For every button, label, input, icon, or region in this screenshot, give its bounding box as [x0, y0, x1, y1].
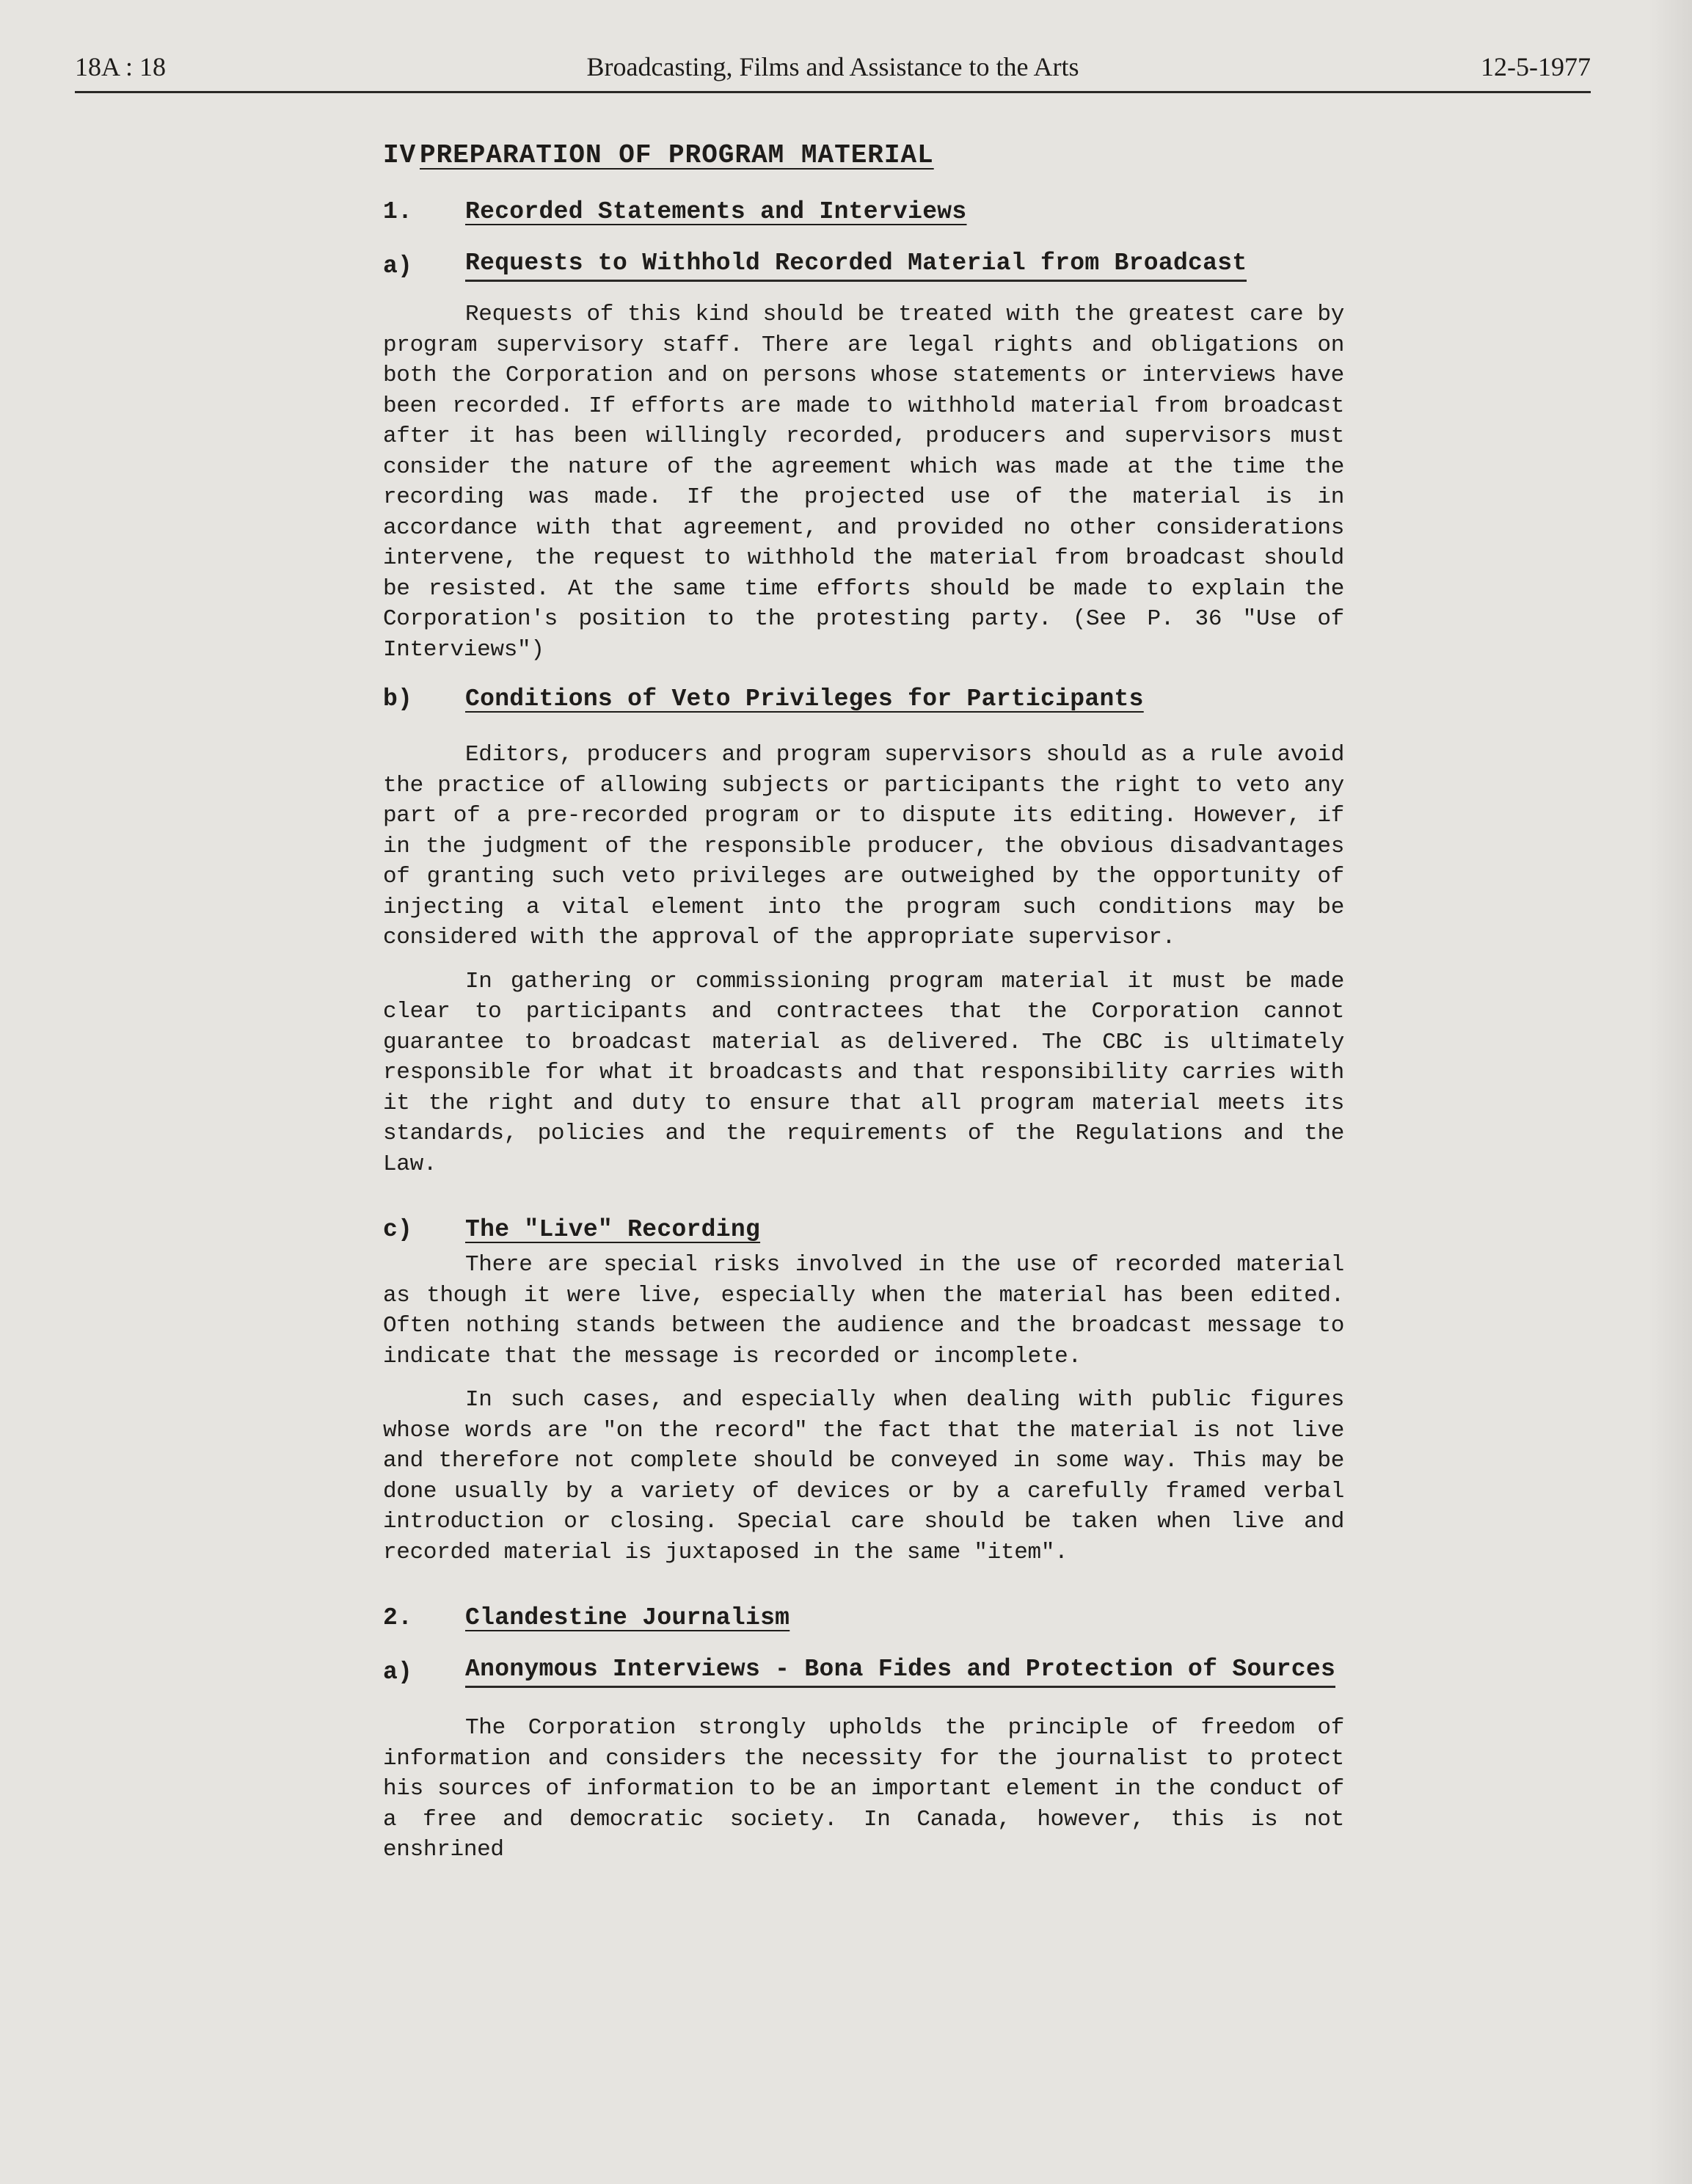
part1b-paragraph-2: In gathering or commissioning program material it must be made clear to participants and contractees that the Corporation cannot guarantee to broadcast material as delivered. The CBC is ultimately responsible for what it broadcasts and that responsibility carries with it the right and duty to ensure that all program material meets its standards, policies and the requirements of the Regulations and the Law.: [383, 968, 1344, 1177]
part2a-heading: [383, 1651, 1344, 1692]
part1c-heading: [383, 1209, 1344, 1250]
part1b-paragraph-1: Editors, producers and program supervisors should as a rule avoid the practice of allowing subjects or participants the right to veto any part of a pre-recorded program or to dispute its editing. However, if in the judgment of the responsible producer, the obvious disadvantages of granting such veto privileges are outweighed by the opportunity of injecting a vital element into the program such conditions may be considered with the approval of the appropriate supervisor.: [383, 742, 1344, 950]
part1c-paragraph-2: In such cases, and especially when dealing with public figures whose words are "on the record" the fact that the material is not live and therefore not complete should be conveyed in some way. This may be done usually by a variety of devices or by a carefully framed verbal introduction or closing. Special care should be taken when live and recorded material is juxtaposed in the same "item".: [383, 1387, 1344, 1565]
part1c-paragraph-1: There are special risks involved in the use of recorded material as though it were live, especially when the material has been edited. Often nothing stands between the audience and the broadcast message to indicate that the message is recorded or incomplete.: [383, 1252, 1344, 1369]
part1-number: 1.: [383, 197, 413, 225]
part1-heading: [383, 191, 1344, 232]
page-edge: [1648, 0, 1692, 2184]
page-reference: 18A : 18: [75, 52, 167, 81]
document-title: Broadcasting, Films and Assistance to the Arts: [586, 52, 1079, 81]
section-heading: [383, 132, 1344, 178]
part2-number: 2.: [383, 1604, 413, 1631]
part1c-label: c): [383, 1215, 413, 1243]
part1b-label: b): [383, 685, 413, 713]
part2a-label: a): [383, 1658, 413, 1686]
page-body: [383, 132, 1344, 1866]
document-date: 12-5-1977: [1481, 52, 1591, 81]
part1a-title: Requests to Withhold Recorded Material from Broadcast: [465, 250, 1247, 282]
part2a-title: Anonymous Interviews - Bona Fides and Protection of Sources: [465, 1656, 1335, 1688]
part1a-paragraph-1: Requests of this kind should be treated with the greatest care by program supervisory staff. There are legal rights and obligations on both the Corporation and on persons whose statements or interviews have been recorded. If efforts are made to withhold material from broadcast after it has been willingly recorded, producers and supervisors must consider the nature of the agreement which was made at the time the recording was made. If the projected use of the material is in accordance with that agreement, and provided no other considerations intervene, the request to withhold the material from broadcast should be resisted. At the same time efforts should be made to explain the Corporation's position to the protesting party. (See P. 36 "Use of Interviews"): [383, 302, 1344, 663]
section-title: PREPARATION OF PROGRAM MATERIAL: [420, 139, 934, 170]
section-number: IV: [383, 139, 417, 170]
part1c-title: The "Live" Recording: [465, 1215, 761, 1243]
part1a-label: a): [383, 252, 413, 280]
part1a-heading: [383, 245, 1344, 286]
part1-title: Recorded Statements and Interviews: [465, 197, 967, 225]
part2-title: Clandestine Journalism: [465, 1604, 790, 1631]
part2-heading: [383, 1597, 1344, 1638]
part1b-heading: [383, 678, 1344, 719]
running-header: [75, 46, 1591, 93]
part2a-paragraph-1: The Corporation strongly upholds the principle of freedom of information and considers the necessity for the journalist to protect his sources of information to be an important element in the conduct of a free and democratic society. In Canada, however, this is not enshrined: [383, 1715, 1344, 1863]
part1b-title: Conditions of Veto Privileges for Participants: [465, 685, 1144, 713]
